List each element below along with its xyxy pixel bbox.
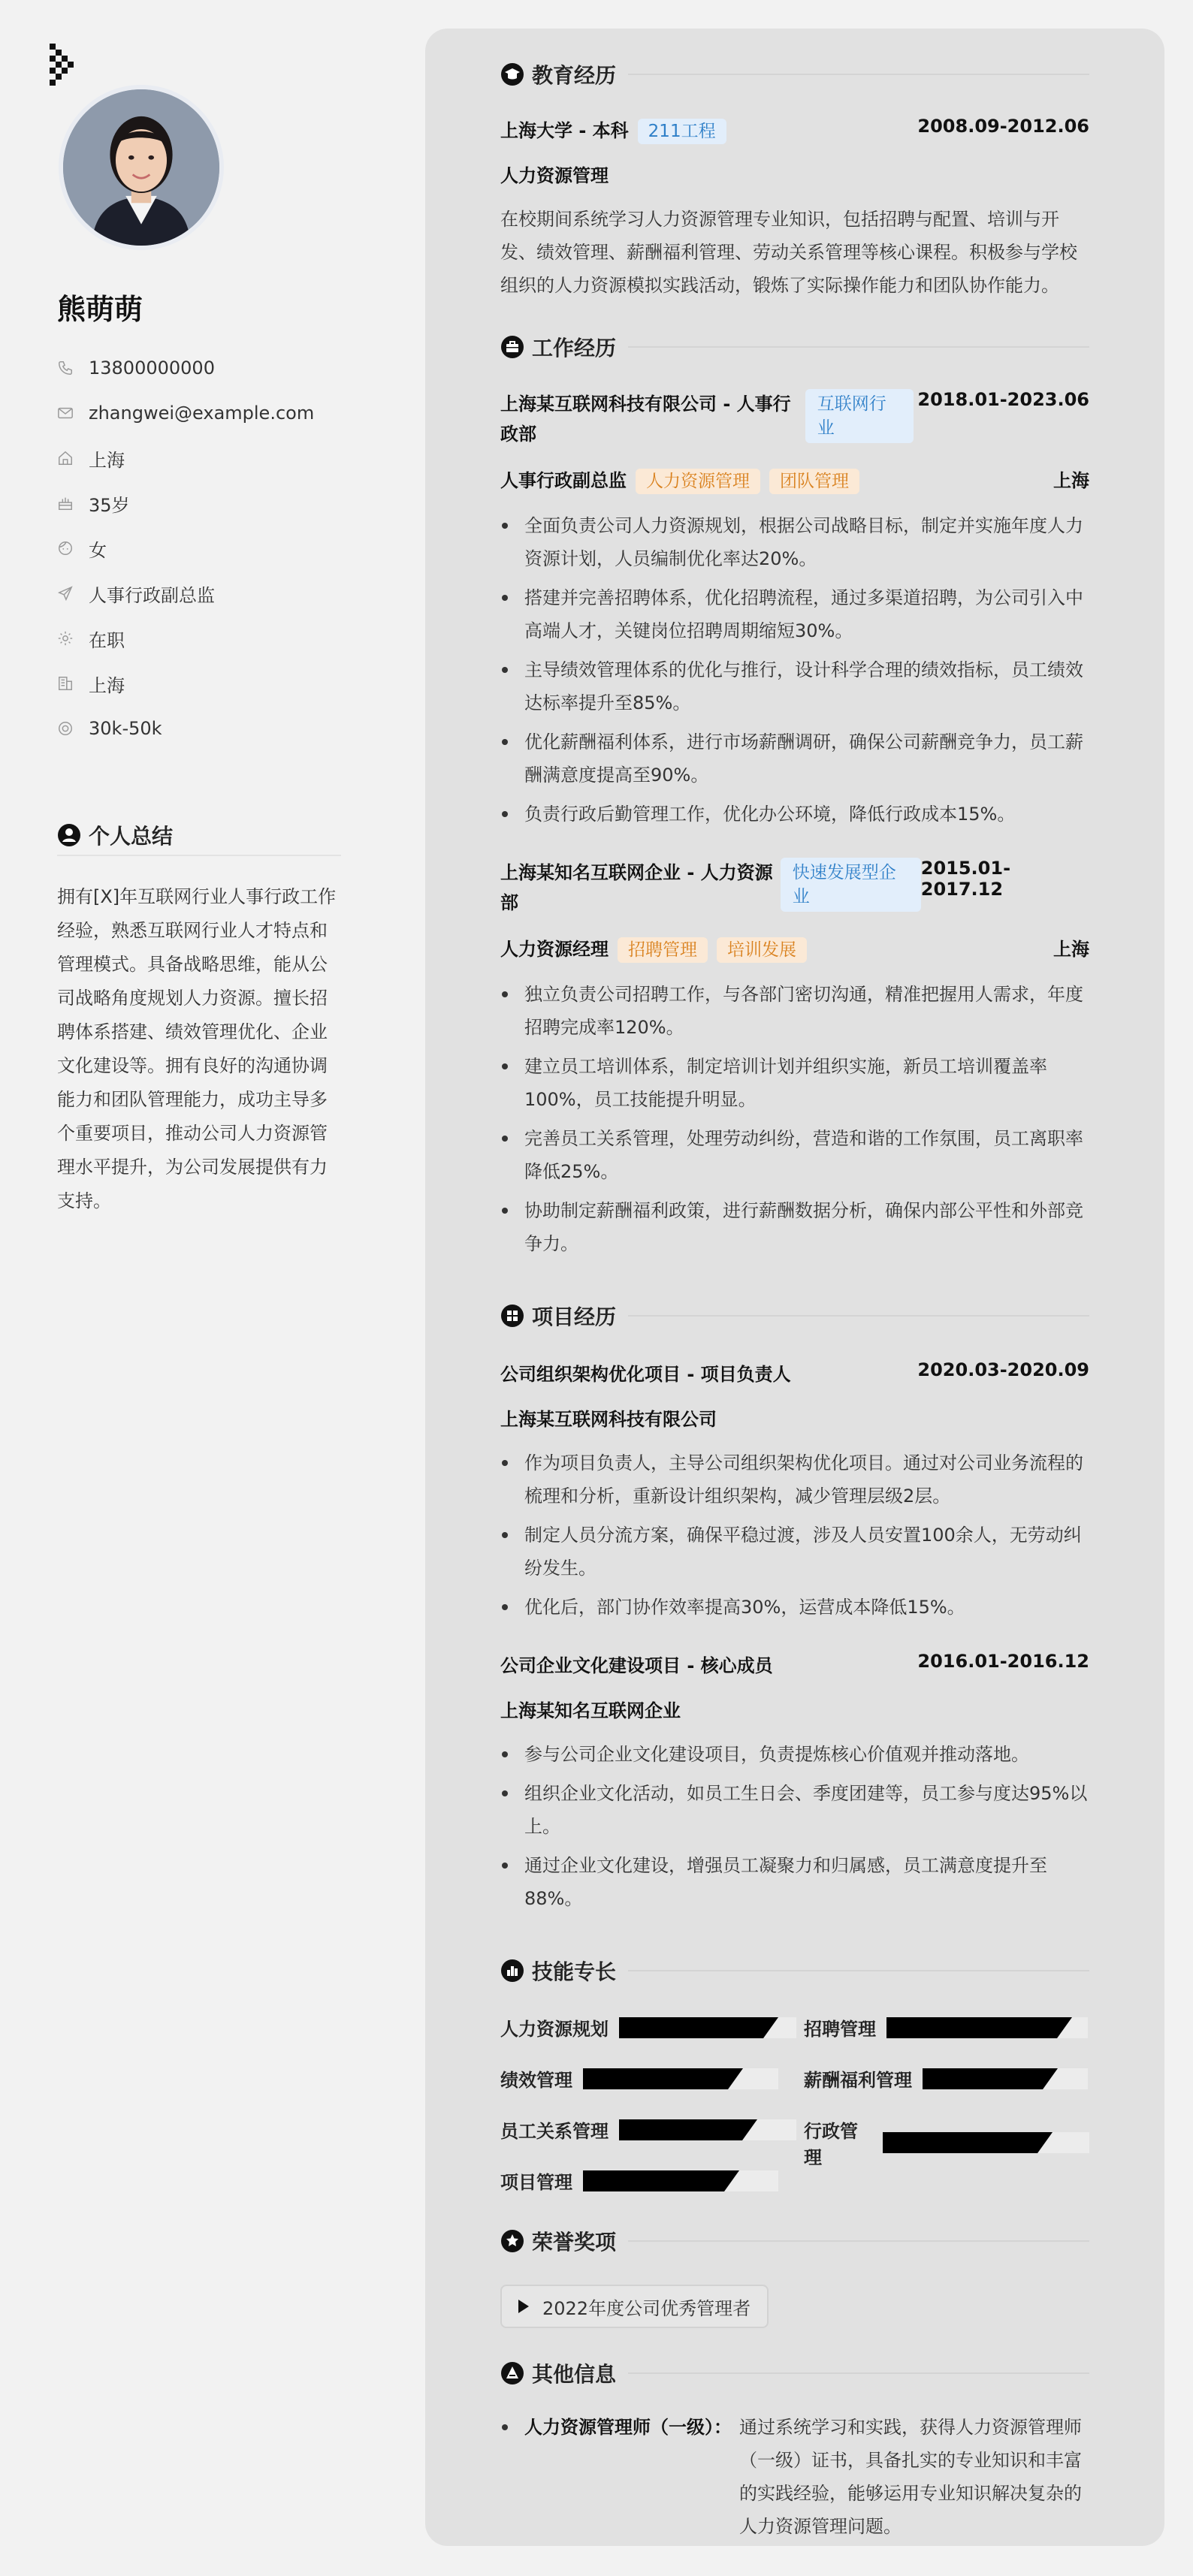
job-role-wrap <box>500 466 859 494</box>
bullet-dot <box>502 2424 508 2430</box>
divider <box>628 1970 1089 1971</box>
job-bullet: 优化薪酬福利体系，进行市场薪酬调研，确保公司薪酬竞争力，员工薪酬满意度提高至90%。 <box>500 725 1089 792</box>
skill-bar <box>883 2132 1089 2153</box>
job-bullet: 主导绩效管理体系的优化与推行，设计科学合理的绩效指标，员工绩效达标率提升至85%。 <box>500 653 1089 719</box>
cake-icon <box>57 495 74 511</box>
gender-text: 女 <box>89 539 107 561</box>
other-label: 人力资源管理师（一级）： <box>524 2417 732 2438</box>
building-icon <box>57 675 74 692</box>
job-skill-tag: 招聘管理 <box>618 937 708 963</box>
job-date: 2015.01-2017.12 <box>920 858 1011 900</box>
skill-item <box>500 2065 778 2092</box>
skills-title: 技能专长 <box>532 1959 617 1984</box>
job-tag: 互联网行业 <box>805 389 914 443</box>
education-desc: 在校期间系统学习人力资源管理专业知识，包括招聘与配置、培训与开发、绩效管理、薪酬福利管理、劳动关系管理等核心课程。积极参与学校组织的人力资源模拟实践活动，锻炼了实际操作能力和团队协作能力。 <box>500 209 1077 296</box>
email-text: zhangwei@example.com <box>89 403 315 424</box>
skill-name: 招聘管理 <box>804 2019 876 2040</box>
skill-bar <box>619 2017 796 2038</box>
education-header <box>500 116 1089 144</box>
phone-icon <box>57 360 74 376</box>
divider <box>628 74 1089 75</box>
skill-name: 绩效管理 <box>500 2070 572 2091</box>
job-bullet: 负责行政后勤管理工作，优化办公环境，降低行政成本15%。 <box>500 798 1089 831</box>
info-icon <box>500 2361 524 2385</box>
job-city: 上海 <box>1053 470 1089 491</box>
work-heading <box>500 330 1089 363</box>
honors-heading <box>500 2225 1089 2258</box>
skill-bar <box>886 2017 1088 2038</box>
info-city <box>57 436 358 481</box>
skills-heading <box>500 1954 1089 1987</box>
skill-name: 项目管理 <box>500 2172 572 2193</box>
project-header <box>500 1651 1089 1677</box>
age-text: 35岁 <box>89 494 130 516</box>
skill-name: 行政管理 <box>804 2121 858 2168</box>
education-title: 教育经历 <box>532 63 617 88</box>
skill-item <box>804 2014 1088 2041</box>
home-icon <box>57 450 74 466</box>
education-tag: 211工程 <box>638 119 726 144</box>
phone-text: 13800000000 <box>89 357 215 379</box>
skill-fill <box>883 2132 1037 2153</box>
info-age <box>57 481 358 526</box>
honors-title: 荣誉奖项 <box>532 2230 617 2255</box>
coin-icon <box>57 720 74 737</box>
projects-title: 项目经历 <box>532 1305 617 1329</box>
send-icon <box>57 585 74 602</box>
project-bullet: 优化后，部门协作效率提高30%，运营成本降低15%。 <box>500 1591 1089 1624</box>
job-city: 上海 <box>1053 939 1089 960</box>
info-salary <box>57 706 358 751</box>
skill-bar <box>619 2119 796 2140</box>
skill-fill <box>619 2017 763 2038</box>
position-text: 人事行政副总监 <box>89 584 215 606</box>
other-text: 通过系统学习和实践，获得人力资源管理师（一级）证书，具备扎实的专业知识和丰富的实践经验，能够运用专业知识解决复杂的人力资源管理问题。 <box>739 2417 1082 2537</box>
job-company: 上海某知名互联网企业 - 人力资源部 <box>500 862 773 913</box>
expected-city-text: 上海 <box>89 674 125 696</box>
job-role-line <box>500 466 1089 494</box>
job-skill-tag: 人力资源管理 <box>636 469 760 494</box>
project-bullet: 组织企业文化活动，如员工生日会、季度团建等，员工参与度达95%以上。 <box>500 1777 1089 1843</box>
mail-icon <box>57 405 74 421</box>
summary-heading <box>57 823 341 856</box>
job-bullet: 建立员工培训体系，制定培训计划并组织实施，新员工培训覆盖率100%，员工技能提升明显。 <box>500 1050 1089 1116</box>
skill-fill <box>583 2170 724 2191</box>
project-bullet: 作为项目负责人，主导公司组织架构优化项目。通过对公司业务流程的梳理和分析，重新设计组织架构，减少管理层级2层。 <box>500 1446 1089 1513</box>
status-text: 在职 <box>89 629 125 651</box>
person-name: 熊萌萌 <box>57 293 143 326</box>
skill-fill <box>886 2017 1057 2038</box>
info-position <box>57 571 358 616</box>
skill-bar <box>923 2068 1088 2089</box>
skill-fill <box>583 2068 728 2089</box>
bar-chart-icon <box>500 1959 524 1983</box>
job-role: 人事行政副总监 <box>500 470 627 491</box>
skill-item <box>500 2014 796 2041</box>
job-bullet: 搭建并完善招聘体系，优化招聘流程，通过多渠道招聘，为公司引入中高端人才，关键岗位招聘周期缩短30%。 <box>500 581 1089 647</box>
project-name: 公司企业文化建设项目 - 核心成员 <box>500 1655 773 1676</box>
job-role-line <box>500 934 1089 963</box>
project-company: 上海某互联网科技有限公司 <box>500 1409 717 1430</box>
education-school-line <box>500 116 726 144</box>
job-bullet: 完善员工关系管理，处理劳动纠纷，营造和谐的工作氛围，员工离职率降低25%。 <box>500 1122 1089 1188</box>
divider <box>628 2372 1089 2374</box>
skill-name: 人力资源规划 <box>500 2019 609 2040</box>
job-bullet: 协助制定薪酬福利政策，进行薪酬数据分析，确保内部公平性和外部竞争力。 <box>500 1194 1089 1260</box>
project-date: 2020.03-2020.09 <box>917 1359 1089 1380</box>
skill-item <box>500 2116 796 2143</box>
education-school: 上海大学 - 本科 <box>500 120 629 141</box>
briefcase-icon <box>500 335 524 359</box>
skill-fill <box>923 2068 1043 2089</box>
other-title: 其他信息 <box>532 2362 617 2387</box>
skill-item <box>804 2116 1089 2169</box>
project-company: 上海某知名互联网企业 <box>500 1700 681 1721</box>
project-header <box>500 1359 1089 1386</box>
job-header <box>500 389 1089 449</box>
job-date: 2018.01-2023.06 <box>917 389 1089 410</box>
job-bullet: 全面负责公司人力资源规划，根据公司战略目标，制定并实施年度人力资源计划，人员编制优化率达20%。 <box>500 509 1089 575</box>
project-bullet: 通过企业文化建设，增强员工凝聚力和归属感，员工满意度提升至88%。 <box>500 1849 1089 1915</box>
gear-icon <box>57 630 74 647</box>
face-icon <box>57 540 74 557</box>
contact-info <box>57 345 358 751</box>
skill-bar <box>583 2068 778 2089</box>
job-company: 上海某互联网科技有限公司 - 人事行政部 <box>500 394 791 445</box>
job-skill-tag: 培训发展 <box>717 937 807 963</box>
education-major: 人力资源管理 <box>500 165 609 186</box>
divider <box>628 2240 1089 2242</box>
summary-text: 拥有[X]年互联网行业人事行政工作经验，熟悉互联网行业人才特点和管理模式。具备战略思维，能从公司战略角度规划人力资源。擅长招聘体系搭建、绩效管理优化、企业文化建设等。拥有良好的沟通协调能力和团队管理能力，成功主导多个重要项目，推动公司人力资源管理水平提升，为公司发展提供有力支持。 <box>57 886 337 1211</box>
info-expected-city <box>57 661 358 706</box>
job-tag: 快速发展型企业 <box>781 858 921 912</box>
info-phone <box>57 345 358 391</box>
info-gender <box>57 526 358 571</box>
info-status <box>57 616 358 661</box>
avatar-portrait-icon <box>63 89 219 246</box>
graduation-cap-icon <box>500 62 524 86</box>
salary-text: 30k-50k <box>89 718 162 739</box>
grid-icon <box>500 1304 524 1328</box>
project-bullet: 参与公司企业文化建设项目，负责提炼核心价值观并推动落地。 <box>500 1738 1089 1771</box>
job-role-wrap <box>500 934 807 963</box>
education-heading <box>500 58 1089 91</box>
skill-item <box>804 2065 1088 2092</box>
education-date: 2008.09-2012.06 <box>917 116 1089 137</box>
play-icon <box>518 2300 529 2313</box>
skill-fill <box>619 2119 742 2140</box>
project-name: 公司组织架构优化项目 - 项目负责人 <box>500 1364 791 1385</box>
projects-heading <box>500 1299 1089 1332</box>
award-item <box>500 2285 769 2328</box>
job-bullet: 独立负责公司招聘工作，与各部门密切沟通，精准把握用人需求，年度招聘完成率120%。 <box>500 978 1089 1044</box>
project-date: 2016.01-2016.12 <box>917 1651 1089 1672</box>
avatar <box>59 85 224 250</box>
job-skill-tag: 团队管理 <box>769 469 859 494</box>
award-icon <box>500 2229 524 2253</box>
skill-name: 薪酬福利管理 <box>804 2070 912 2091</box>
other-heading <box>500 2357 1089 2390</box>
skill-name: 员工关系管理 <box>500 2121 609 2142</box>
skill-bar <box>583 2170 778 2191</box>
job-role: 人力资源经理 <box>500 939 609 960</box>
user-icon <box>57 823 81 847</box>
work-title: 工作经历 <box>532 336 617 360</box>
divider <box>628 1315 1089 1317</box>
job-header <box>500 858 1089 918</box>
info-email <box>57 391 358 436</box>
skill-item <box>500 2167 778 2194</box>
summary-title: 个人总结 <box>89 824 174 849</box>
divider <box>628 346 1089 348</box>
logo-icon <box>50 44 80 89</box>
project-bullet: 制定人员分流方案，确保平稳过渡，涉及人员安置100余人，无劳动纠纷发生。 <box>500 1519 1089 1585</box>
city-text: 上海 <box>89 449 125 471</box>
award-text: 2022年度公司优秀管理者 <box>542 2297 751 2319</box>
